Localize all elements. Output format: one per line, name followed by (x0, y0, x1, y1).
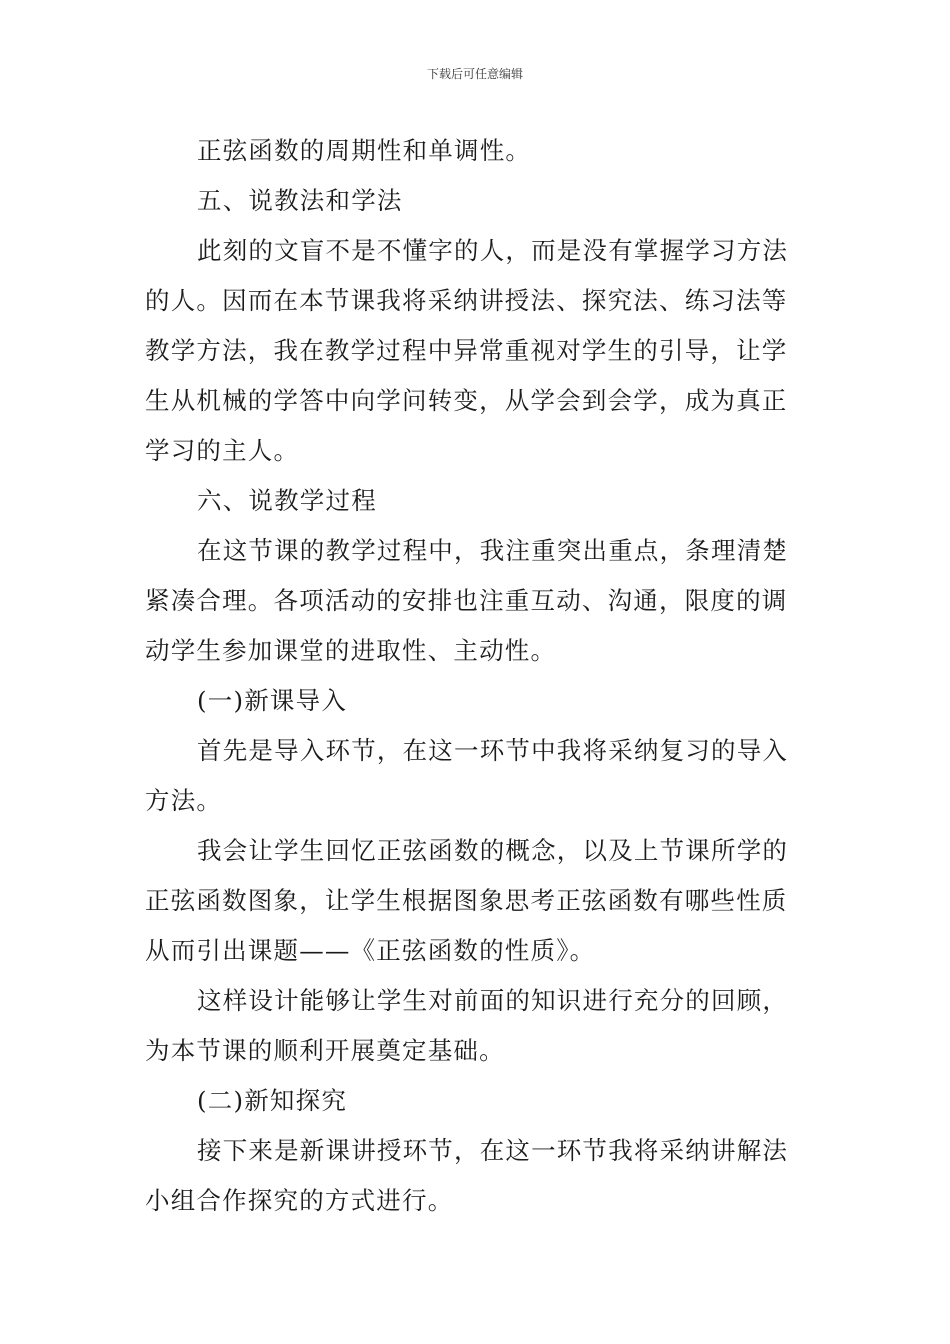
text-line: 在这节课的教学过程中，我注重突出重点，条理清楚 (197, 536, 789, 565)
text-line: 的人。因而在本节课我将采纳讲授法、探究法、练习法等 (145, 286, 788, 315)
text-line: 方法。 (145, 786, 223, 815)
section-heading: 五、说教法和学法 (197, 186, 403, 215)
text-line: 为本节课的顺利开展奠定基础。 (145, 1036, 505, 1065)
text-line: 动学生参加课堂的进取性、主动性。 (145, 636, 557, 665)
text-line: 生从机械的学答中向学问转变，从学会到会学，成为真正 (145, 386, 788, 415)
text-line: 教学方法，我在教学过程中异常重视对学生的引导，让学 (145, 336, 788, 365)
document-body (145, 126, 805, 1226)
text-line: 接下来是新课讲授环节，在这一环节我将采纳讲解法 (197, 1136, 789, 1165)
text-line: 正弦函数的周期性和单调性。 (197, 136, 532, 165)
subsection-heading: (二)新知探究 (197, 1086, 348, 1115)
text-line: 正弦函数图象，让学生根据图象思考正弦函数有哪些性质 (145, 886, 788, 915)
text-line: 从而引出课题——《正弦函数的性质》。 (145, 936, 596, 965)
text-line: 小组合作探究的方式进行。 (145, 1186, 454, 1215)
text-line: 学习的主人。 (145, 436, 300, 465)
text-line: 此刻的文盲不是不懂字的人，而是没有掌握学习方法 (197, 236, 789, 265)
subsection-heading: (一)新课导入 (197, 686, 348, 715)
section-heading: 六、说教学过程 (197, 486, 377, 515)
text-line: 首先是导入环节，在这一环节中我将采纳复习的导入 (197, 736, 789, 765)
text-line: 我会让学生回忆正弦函数的概念，以及上节课所学的 (197, 836, 789, 865)
text-line: 这样设计能够让学生对前面的知识进行充分的回顾， (197, 986, 789, 1015)
text-line: 紧凑合理。各项活动的安排也注重互动、沟通，限度的调 (145, 586, 788, 615)
page-header: 下载后可任意编辑 (426, 67, 523, 81)
